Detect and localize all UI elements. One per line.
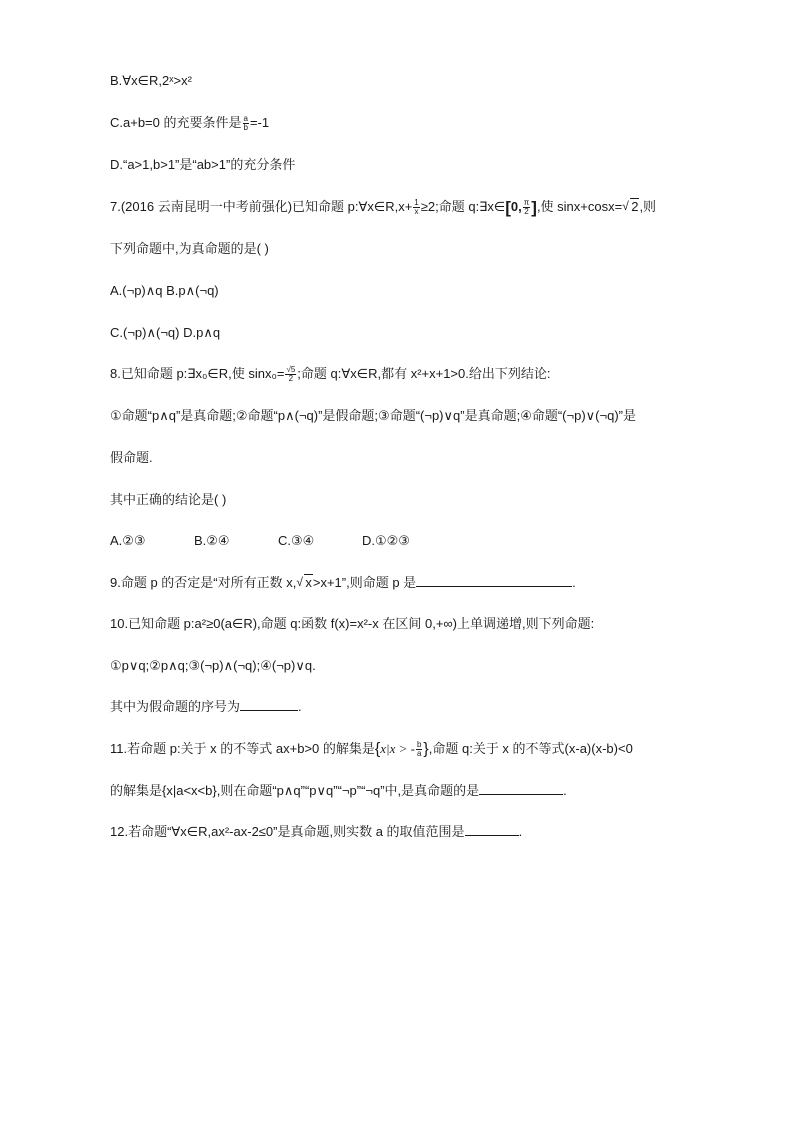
question-9 bbox=[110, 574, 576, 592]
q7-part1: 7.(2016 云南昆明一中考前强化)已知命题 p:∀x∈R,x+ bbox=[110, 199, 413, 214]
question-7-stem bbox=[110, 198, 656, 216]
question-8-prompt: 其中正确的结论是( ) bbox=[110, 492, 227, 507]
q8-option-c: C.③④ bbox=[278, 533, 315, 548]
question-7-options-ab: A.(¬p)∧q B.p∧(¬q) bbox=[110, 283, 219, 298]
option-b: B.∀x∈R,2ˣ>x² bbox=[110, 73, 192, 88]
q12-answer-blank bbox=[465, 823, 519, 836]
question-11-line2 bbox=[110, 782, 567, 800]
set-left-brace: { bbox=[374, 740, 381, 758]
q12-end: . bbox=[518, 824, 523, 839]
fraction-denominator: b bbox=[243, 123, 248, 133]
q8-option-b: B.②④ bbox=[194, 533, 230, 548]
set-right-brace: } bbox=[423, 740, 429, 758]
interval-left-bracket: [ bbox=[505, 198, 511, 218]
q9-radicand: x bbox=[305, 575, 312, 590]
question-10-prompt bbox=[110, 698, 302, 716]
q7-frac-num: 1 bbox=[414, 198, 419, 208]
q9-answer-blank bbox=[416, 574, 572, 587]
option-c-text: C.a+b=0 的充要条件是 bbox=[110, 115, 242, 130]
option-c-tail: =-1 bbox=[249, 115, 270, 130]
q7-radicand: 2 bbox=[631, 199, 639, 214]
question-8-statements: ①命题“p∧q”是真命题;②命题“p∧(¬q)”是假命题;③命题“(¬p)∨q”是真命题;④命题“(¬p)∨(¬q)”是 bbox=[110, 408, 636, 423]
question-12 bbox=[110, 823, 522, 841]
q11-frac-den: a bbox=[416, 749, 422, 759]
q7-part4: ,则 bbox=[639, 199, 657, 214]
question-8-options bbox=[110, 532, 410, 550]
q10-prompt-text: 其中为假命题的序号为 bbox=[110, 699, 241, 714]
q11-end: . bbox=[563, 783, 567, 798]
q7-part2: ≥2;命题 q:∃x∈ bbox=[420, 199, 506, 214]
option-c bbox=[110, 114, 269, 132]
q11-fraction bbox=[416, 741, 422, 758]
q9-sqrt bbox=[296, 574, 313, 592]
question-7-options-cd: C.(¬p)∧(¬q) D.p∧q bbox=[110, 325, 221, 340]
q8-part2: ;命题 q:∀x∈R,都有 x²+x+1>0.给出下列结论: bbox=[297, 366, 551, 381]
q10-answer-blank bbox=[240, 698, 298, 711]
interval-right-bracket: ] bbox=[531, 198, 537, 218]
q8-option-d: D.①②③ bbox=[362, 533, 410, 548]
q7-sqrt bbox=[622, 198, 639, 216]
question-8-statements-cont: 假命题. bbox=[110, 450, 153, 465]
question-10-statements: ①p∨q;②p∧q;③(¬p)∧(¬q);④(¬p)∨q. bbox=[110, 658, 316, 673]
q7-interval-start: 0, bbox=[510, 199, 522, 214]
q7-interval-den: 2 bbox=[524, 207, 529, 217]
q8-option-a: A.②③ bbox=[110, 533, 146, 548]
fraction-a-over-b bbox=[243, 115, 249, 132]
q11-part1: 11.若命题 p:关于 x 的不等式 ax+b>0 的解集是 bbox=[110, 741, 375, 756]
question-11-stem bbox=[110, 740, 633, 759]
question-8-stem bbox=[110, 365, 550, 383]
q11-answer-blank bbox=[479, 782, 563, 795]
q8-part1: 8.已知命题 p:∃x₀∈R,使 sinx₀= bbox=[110, 366, 285, 381]
q9-part1: 9.命题 p 的否定是“对所有正数 x, bbox=[110, 575, 297, 590]
q12-text: 12.若命题“∀x∈R,ax²-ax-2≤0”是真命题,则实数 a 的取值范围是 bbox=[110, 824, 465, 839]
q11-frac-num: b bbox=[416, 740, 422, 750]
question-7-line2: 下列命题中,为真命题的是( ) bbox=[110, 241, 269, 256]
q7-interval-num: π bbox=[523, 198, 530, 208]
question-10-stem: 10.已知命题 p:a²≥0(a∈R),命题 q:函数 f(x)=x²-x 在区间 0,+∞)上单调递增,则下列命题: bbox=[110, 616, 595, 631]
q7-fraction bbox=[413, 199, 419, 216]
q11-line2-text: 的解集是{x|a<x<b},则在命题“p∧q”“p∨q”“¬p”“¬q”中,是真命题的是 bbox=[110, 783, 480, 798]
q8-frac-num: √5 bbox=[286, 365, 296, 375]
fraction-numerator: a bbox=[243, 114, 248, 124]
option-d: D.“a>1,b>1”是“ab>1”的充分条件 bbox=[110, 157, 296, 172]
q8-fraction bbox=[285, 366, 296, 383]
q8-frac-den: 2 bbox=[288, 374, 294, 384]
q7-frac-den: x bbox=[414, 207, 419, 217]
q10-end: . bbox=[298, 699, 302, 714]
q7-interval-fraction bbox=[523, 199, 531, 216]
q9-end: . bbox=[572, 575, 576, 590]
q11-part2: ,命题 q:关于 x 的不等式(x-a)(x-b)<0 bbox=[428, 741, 633, 756]
q7-part3: ,使 sinx+cosx= bbox=[536, 199, 623, 214]
q11-set-text: x|x > - bbox=[380, 741, 415, 756]
q9-part2: >x+1”,则命题 p 是 bbox=[312, 575, 417, 590]
